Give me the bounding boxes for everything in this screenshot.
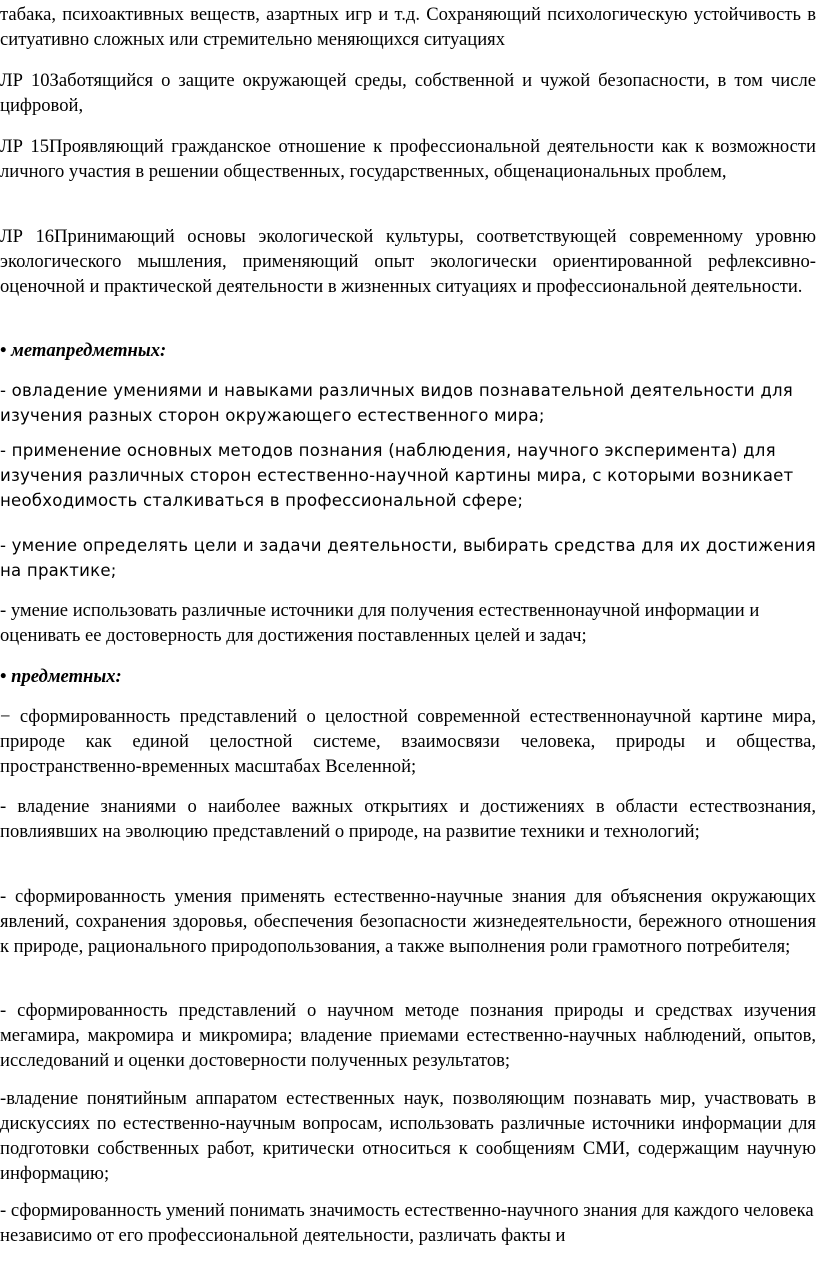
subject-item-1: − сформированность представлений о целостной современной естественнонаучной картине мира, природе как единой целостной системе, взаимосвязи человека, природы и общества, пространственно-временных масштабах Вселенной;	[0, 706, 816, 777]
subject-item-4: - сформированность представлений о научном методе познания природы и средствах изучения мегамира, макромира и микромира; владение приемами естественно-научных наблюдений, опытов, исследований и оценки достоверности полученных результатов;	[0, 1000, 816, 1071]
meta-heading-label: метапредметных:	[11, 340, 167, 361]
subject-item-6: - сформированность умений понимать значимость естественно-научного знания для каждого человека независимо от его профессиональной деятельности, различать факты и	[0, 1200, 814, 1246]
meta-item-3: - умение определять цели и задачи деятельности, выбирать средства для их достижения на практике;	[0, 536, 816, 580]
meta-item-2: - применение основных методов познания (наблюдения, научного эксперимента) для изучения различных сторон естественно-научной картины мира, с которыми возникает необходимость сталкиваться в профессиональной сфере;	[0, 441, 794, 510]
subject-item-2: - владение знаниями о наиболее важных открытиях и достижениях в области естествознания, повлиявших на эволюцию представлений о природе, на развитие техники и технологий;	[0, 796, 816, 842]
paragraph-psychological-stability: табака, психоактивных веществ, азартных игр и т.д. Сохраняющий психологическую устойчивость в ситуативно сложных или стремительно меняющихся ситуациях	[0, 4, 816, 50]
bullet-icon: •	[0, 340, 7, 361]
paragraph-lr15: ЛР 15Проявляющий гражданское отношение к профессиональной деятельности как к возможности личного участия в решении общественных, государственных, общенациональных проблем,	[0, 136, 816, 182]
subject-heading-label: предметных:	[11, 666, 122, 687]
paragraph-lr10: ЛР 10Заботящийся о защите окружающей среды, собственной и чужой безопасности, в том числе цифровой,	[0, 70, 816, 116]
subject-item-5: -владение понятийным аппаратом естественных наук, позволяющим познавать мир, участвовать в дискуссиях по естественно-научным вопросам, использовать различные источники информации для подготовки собственных работ, критически относиться к сообщениям СМИ, содержащим научную информацию;	[0, 1088, 816, 1184]
bullet-icon: •	[0, 666, 7, 687]
meta-heading	[0, 338, 816, 363]
meta-item-4: - умение использовать различные источники для получения естественнонаучной информации и оценивать ее достоверность для достижения поставленных целей и задач;	[0, 600, 760, 646]
meta-item-1: - овладение умениями и навыками различных видов познавательной деятельности для изучения разных сторон окружающего естественного мира;	[0, 381, 793, 425]
subject-item-3: - сформированность умения применять естественно-научные знания для объяснения окружающих явлений, сохранения здоровья, обеспечения безопасности жизнедеятельности, бережного отношения к природе, рационального природопользования, а также выполнения роли грамотного потребителя;	[0, 886, 816, 957]
paragraph-lr16: ЛР 16Принимающий основы экологической культуры, соответствующей современному уровню экологического мышления, применяющий опыт экологически ориентированной рефлексивно-оценочной и практической деятельности в жизненных ситуациях и профессиональной деятельности.	[0, 226, 816, 297]
subject-heading	[0, 664, 816, 689]
